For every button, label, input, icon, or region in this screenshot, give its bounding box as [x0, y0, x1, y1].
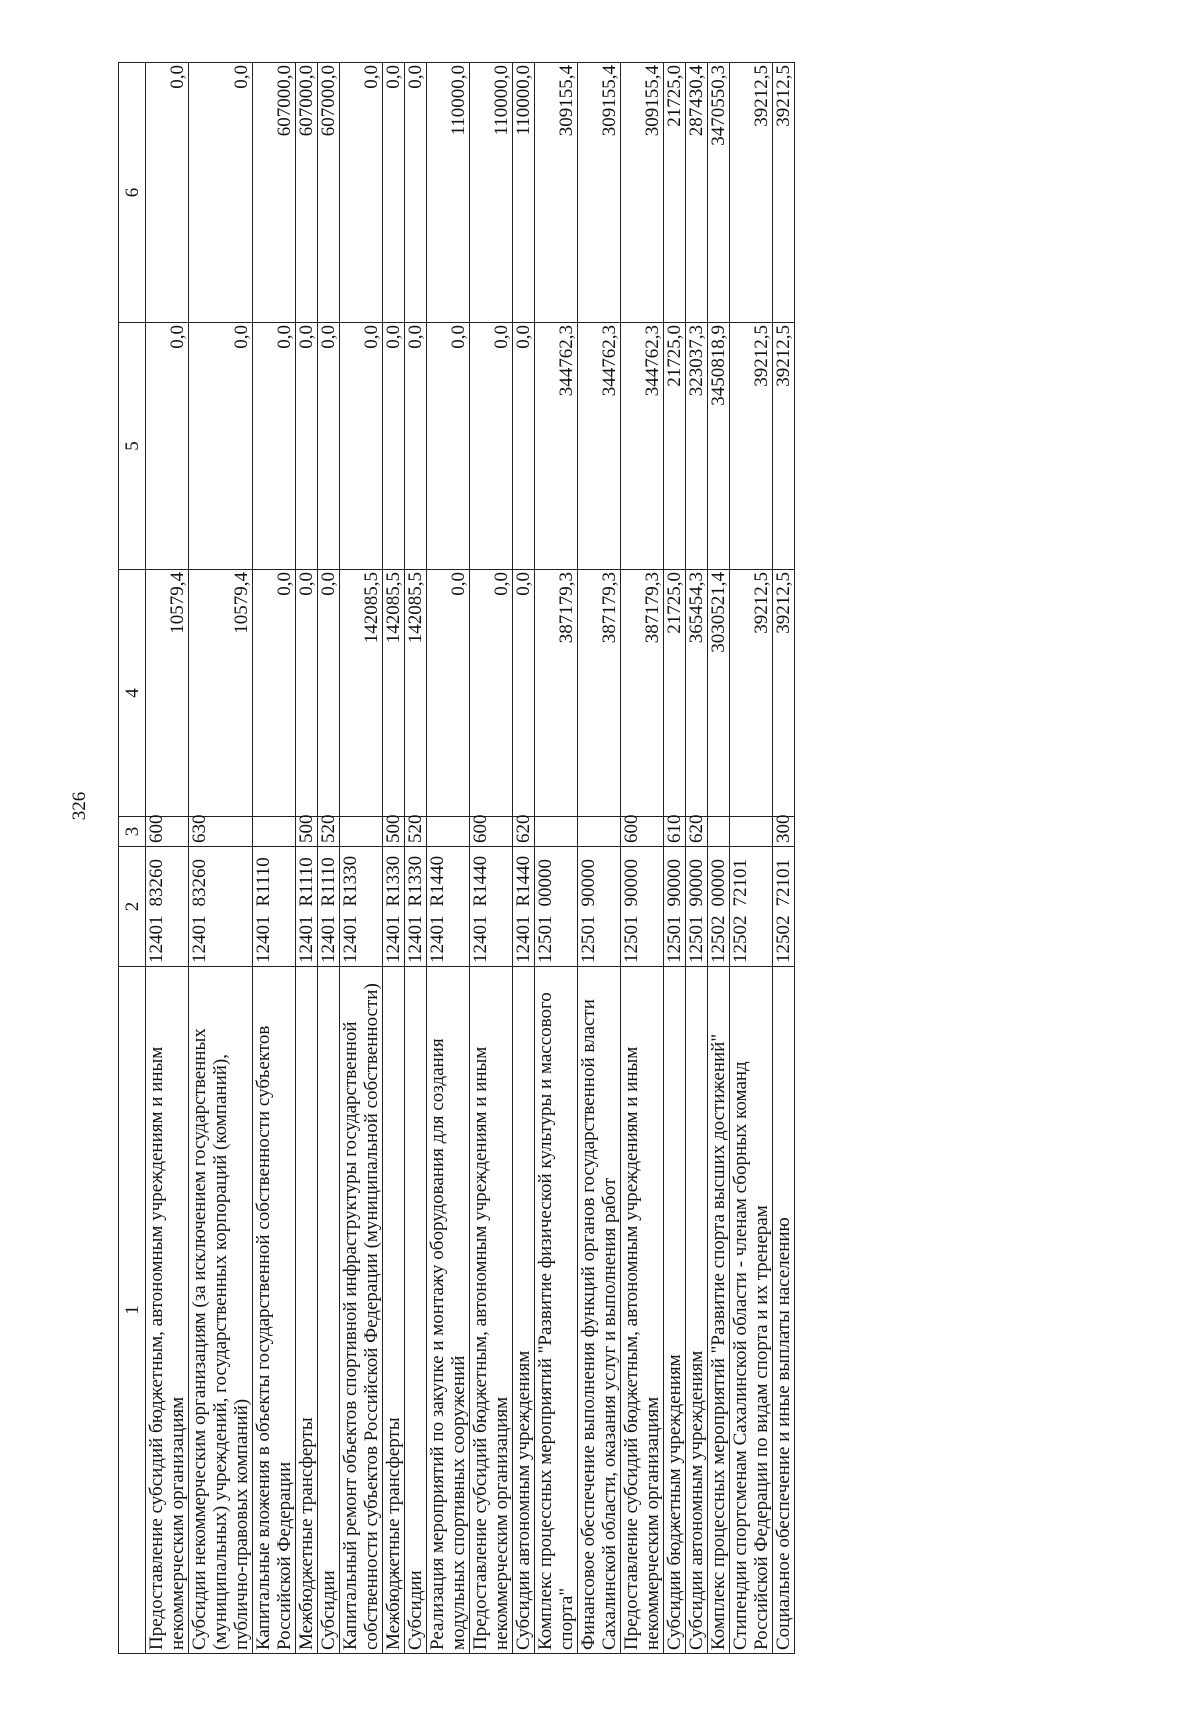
- row-description: Субсидии автономным учреждениям: [513, 967, 535, 1654]
- row-amount-year-1: 0,0: [296, 570, 318, 817]
- row-program-code: 12501: [621, 911, 664, 967]
- row-description: Субсидии бюджетным учреждениям: [664, 967, 686, 1654]
- row-description: Субсидии: [405, 967, 427, 1654]
- row-amount-year-2: 344762,3: [621, 323, 664, 570]
- row-amount-year-3: 21725,0: [664, 63, 686, 323]
- row-program-code: 12401: [427, 911, 470, 967]
- table-row: [146, 63, 189, 1654]
- row-expense-type: 620: [513, 817, 535, 847]
- row-expense-type: 300: [773, 817, 795, 847]
- row-amount-year-3: 39212,5: [730, 63, 773, 323]
- row-amount-year-1: 0,0: [318, 570, 340, 817]
- row-program-code: 12502: [730, 911, 773, 967]
- table-row: [470, 63, 513, 1654]
- row-description: Реализация мероприятий по закупке и монтажу оборудования для создания модульных спортивных сооружений: [427, 967, 470, 1654]
- row-direction-code: 90000: [664, 847, 686, 911]
- row-expense-type: 610: [664, 817, 686, 847]
- row-direction-code: R1110: [318, 847, 340, 911]
- row-direction-code: 90000: [621, 847, 664, 911]
- row-amount-year-1: 21725,0: [664, 570, 686, 817]
- row-expense-type: 520: [318, 817, 340, 847]
- row-direction-code: R1110: [296, 847, 318, 911]
- table-row: [578, 63, 621, 1654]
- row-amount-year-1: 3030521,4: [708, 570, 730, 817]
- row-amount-year-2: 344762,3: [535, 323, 578, 570]
- row-amount-year-3: 0,0: [383, 63, 405, 323]
- row-amount-year-3: 309155,4: [535, 63, 578, 323]
- row-amount-year-2: 0,0: [405, 323, 427, 570]
- row-amount-year-2: 0,0: [513, 323, 535, 570]
- row-description: Субсидии: [318, 967, 340, 1654]
- row-amount-year-3: 309155,4: [578, 63, 621, 323]
- row-direction-code: R1110: [253, 847, 296, 911]
- row-amount-year-3: 110000,0: [427, 63, 470, 323]
- header-col-3: 3: [119, 817, 146, 847]
- row-program-code: 12502: [773, 911, 795, 967]
- row-description: Предоставление субсидий бюджетным, автономным учреждениям и иным некоммерческим организациям: [146, 967, 189, 1654]
- row-program-code: 12401: [405, 911, 427, 967]
- row-amount-year-3: 0,0: [146, 63, 189, 323]
- row-direction-code: 00000: [535, 847, 578, 911]
- table-row: [405, 63, 427, 1654]
- row-amount-year-1: 387179,3: [535, 570, 578, 817]
- row-description: Предоставление субсидий бюджетным, автономным учреждениям и иным некоммерческим организациям: [470, 967, 513, 1654]
- table-row: [383, 63, 405, 1654]
- row-direction-code: R1330: [340, 847, 383, 911]
- header-col-6: 6: [119, 63, 146, 323]
- row-amount-year-1: 10579,4: [189, 570, 253, 817]
- table-row: [318, 63, 340, 1654]
- row-amount-year-2: 344762,3: [578, 323, 621, 570]
- row-description: Комплекс процессных мероприятий "Развитие физической культуры и массового спорта": [535, 967, 578, 1654]
- row-program-code: 12401: [253, 911, 296, 967]
- row-amount-year-2: 0,0: [383, 323, 405, 570]
- row-amount-year-3: 0,0: [189, 63, 253, 323]
- row-amount-year-1: 10579,4: [146, 570, 189, 817]
- row-expense-type: 500: [296, 817, 318, 847]
- row-program-code: 12401: [189, 911, 253, 967]
- table-row: [535, 63, 578, 1654]
- table-row: [253, 63, 296, 1654]
- table-row: [513, 63, 535, 1654]
- row-program-code: 12401: [340, 911, 383, 967]
- row-amount-year-2: 3450818,9: [708, 323, 730, 570]
- row-direction-code: R1330: [383, 847, 405, 911]
- row-amount-year-1: 142085,5: [405, 570, 427, 817]
- row-expense-type: [253, 817, 296, 847]
- row-description: Межбюджетные трансферты: [296, 967, 318, 1654]
- row-program-code: 12501: [535, 911, 578, 967]
- row-expense-type: [578, 817, 621, 847]
- header-col-1: 1: [119, 967, 146, 1654]
- row-amount-year-3: 287430,4: [686, 63, 708, 323]
- row-direction-code: 90000: [578, 847, 621, 911]
- row-amount-year-1: 0,0: [253, 570, 296, 817]
- row-expense-type: 600: [621, 817, 664, 847]
- row-amount-year-2: 0,0: [296, 323, 318, 570]
- table-row: [621, 63, 664, 1654]
- row-description: Стипендии спортсменам Сахалинской области - членам сборных команд Российской Федерации по видам спорта и их тренерам: [730, 967, 773, 1654]
- row-program-code: 12401: [383, 911, 405, 967]
- row-expense-type: 620: [686, 817, 708, 847]
- row-expense-type: 520: [405, 817, 427, 847]
- row-program-code: 12501: [578, 911, 621, 967]
- row-program-code: 12401: [470, 911, 513, 967]
- row-description: Капитальные вложения в объекты государственной собственности субъектов Российской Федерации: [253, 967, 296, 1654]
- table-row: [340, 63, 383, 1654]
- row-expense-type: 600: [470, 817, 513, 847]
- budget-table-container: [118, 63, 1118, 1654]
- row-description: Комплекс процессных мероприятий "Развитие спорта высших достижений": [708, 967, 730, 1654]
- row-program-code: 12401: [513, 911, 535, 967]
- row-description: Субсидии автономным учреждениям: [686, 967, 708, 1654]
- row-direction-code: 72101: [773, 847, 795, 911]
- row-description: Капитальный ремонт объектов спортивной инфраструктуры государственной собственности субъектов Российской Федерации (муниципальной собственности): [340, 967, 383, 1654]
- row-direction-code: R1440: [427, 847, 470, 911]
- row-direction-code: 72101: [730, 847, 773, 911]
- row-amount-year-1: 142085,5: [340, 570, 383, 817]
- header-col-4: 4: [119, 570, 146, 817]
- row-amount-year-1: 0,0: [513, 570, 535, 817]
- table-row: [708, 63, 730, 1654]
- row-amount-year-2: 0,0: [318, 323, 340, 570]
- row-expense-type: [730, 817, 773, 847]
- row-amount-year-1: 0,0: [470, 570, 513, 817]
- row-amount-year-3: 0,0: [405, 63, 427, 323]
- header-row: [119, 63, 146, 1654]
- row-direction-code: R1330: [405, 847, 427, 911]
- table-row: [773, 63, 795, 1654]
- row-program-code: 12401: [318, 911, 340, 967]
- row-expense-type: 630: [189, 817, 253, 847]
- row-amount-year-1: 365454,3: [686, 570, 708, 817]
- row-amount-year-1: 39212,5: [730, 570, 773, 817]
- row-amount-year-2: 0,0: [253, 323, 296, 570]
- row-amount-year-1: 387179,3: [621, 570, 664, 817]
- row-program-code: 12502: [708, 911, 730, 967]
- row-amount-year-2: 0,0: [427, 323, 470, 570]
- row-program-code: 12501: [686, 911, 708, 967]
- header-col-5: 5: [119, 323, 146, 570]
- header-col-2: 2: [119, 847, 146, 967]
- row-amount-year-2: 0,0: [189, 323, 253, 570]
- row-expense-type: [427, 817, 470, 847]
- table-row: [296, 63, 318, 1654]
- table-row: [686, 63, 708, 1654]
- row-amount-year-2: 39212,5: [730, 323, 773, 570]
- row-program-code: 12401: [296, 911, 318, 967]
- row-amount-year-2: 39212,5: [773, 323, 795, 570]
- row-description: Социальное обеспечение и иные выплаты населению: [773, 967, 795, 1654]
- row-description: Межбюджетные трансферты: [383, 967, 405, 1654]
- row-description: Предоставление субсидий бюджетным, автономным учреждениям и иным некоммерческим организациям: [621, 967, 664, 1654]
- row-direction-code: R1440: [470, 847, 513, 911]
- row-amount-year-1: 0,0: [427, 570, 470, 817]
- row-description: Финансовое обеспечение выполнения функций органов государственной власти Сахалинской области, оказания услуг и выполнения работ: [578, 967, 621, 1654]
- row-amount-year-3: 0,0: [340, 63, 383, 323]
- row-amount-year-2: 323037,3: [686, 323, 708, 570]
- row-expense-type: 500: [383, 817, 405, 847]
- row-amount-year-2: 0,0: [146, 323, 189, 570]
- page-number: 326: [69, 791, 90, 821]
- row-amount-year-2: 0,0: [470, 323, 513, 570]
- row-expense-type: [708, 817, 730, 847]
- row-expense-type: [535, 817, 578, 847]
- row-direction-code: 83260: [189, 847, 253, 911]
- table-row: [427, 63, 470, 1654]
- table-row: [730, 63, 773, 1654]
- row-amount-year-2: 21725,0: [664, 323, 686, 570]
- row-amount-year-3: 607000,0: [296, 63, 318, 323]
- table-row: [664, 63, 686, 1654]
- row-direction-code: R1440: [513, 847, 535, 911]
- row-amount-year-3: 3470550,3: [708, 63, 730, 323]
- row-amount-year-1: 387179,3: [578, 570, 621, 817]
- budget-table: [118, 62, 795, 1654]
- row-expense-type: [340, 817, 383, 847]
- row-amount-year-3: 39212,5: [773, 63, 795, 323]
- row-expense-type: 600: [146, 817, 189, 847]
- row-direction-code: 00000: [708, 847, 730, 911]
- row-amount-year-3: 110000,0: [513, 63, 535, 323]
- row-direction-code: 90000: [686, 847, 708, 911]
- row-amount-year-3: 607000,0: [318, 63, 340, 323]
- row-amount-year-2: 0,0: [340, 323, 383, 570]
- row-amount-year-3: 110000,0: [470, 63, 513, 323]
- row-program-code: 12401: [146, 911, 189, 967]
- row-amount-year-1: 142085,5: [383, 570, 405, 817]
- table-row: [189, 63, 253, 1654]
- row-amount-year-3: 607000,0: [253, 63, 296, 323]
- row-amount-year-3: 309155,4: [621, 63, 664, 323]
- row-program-code: 12501: [664, 911, 686, 967]
- row-description: Субсидии некоммерческим организациям (за исключением государственных (муниципальных) учреждений, государственных корпораций (компаний), публично-правовых компаний): [189, 967, 253, 1654]
- row-direction-code: 83260: [146, 847, 189, 911]
- row-amount-year-1: 39212,5: [773, 570, 795, 817]
